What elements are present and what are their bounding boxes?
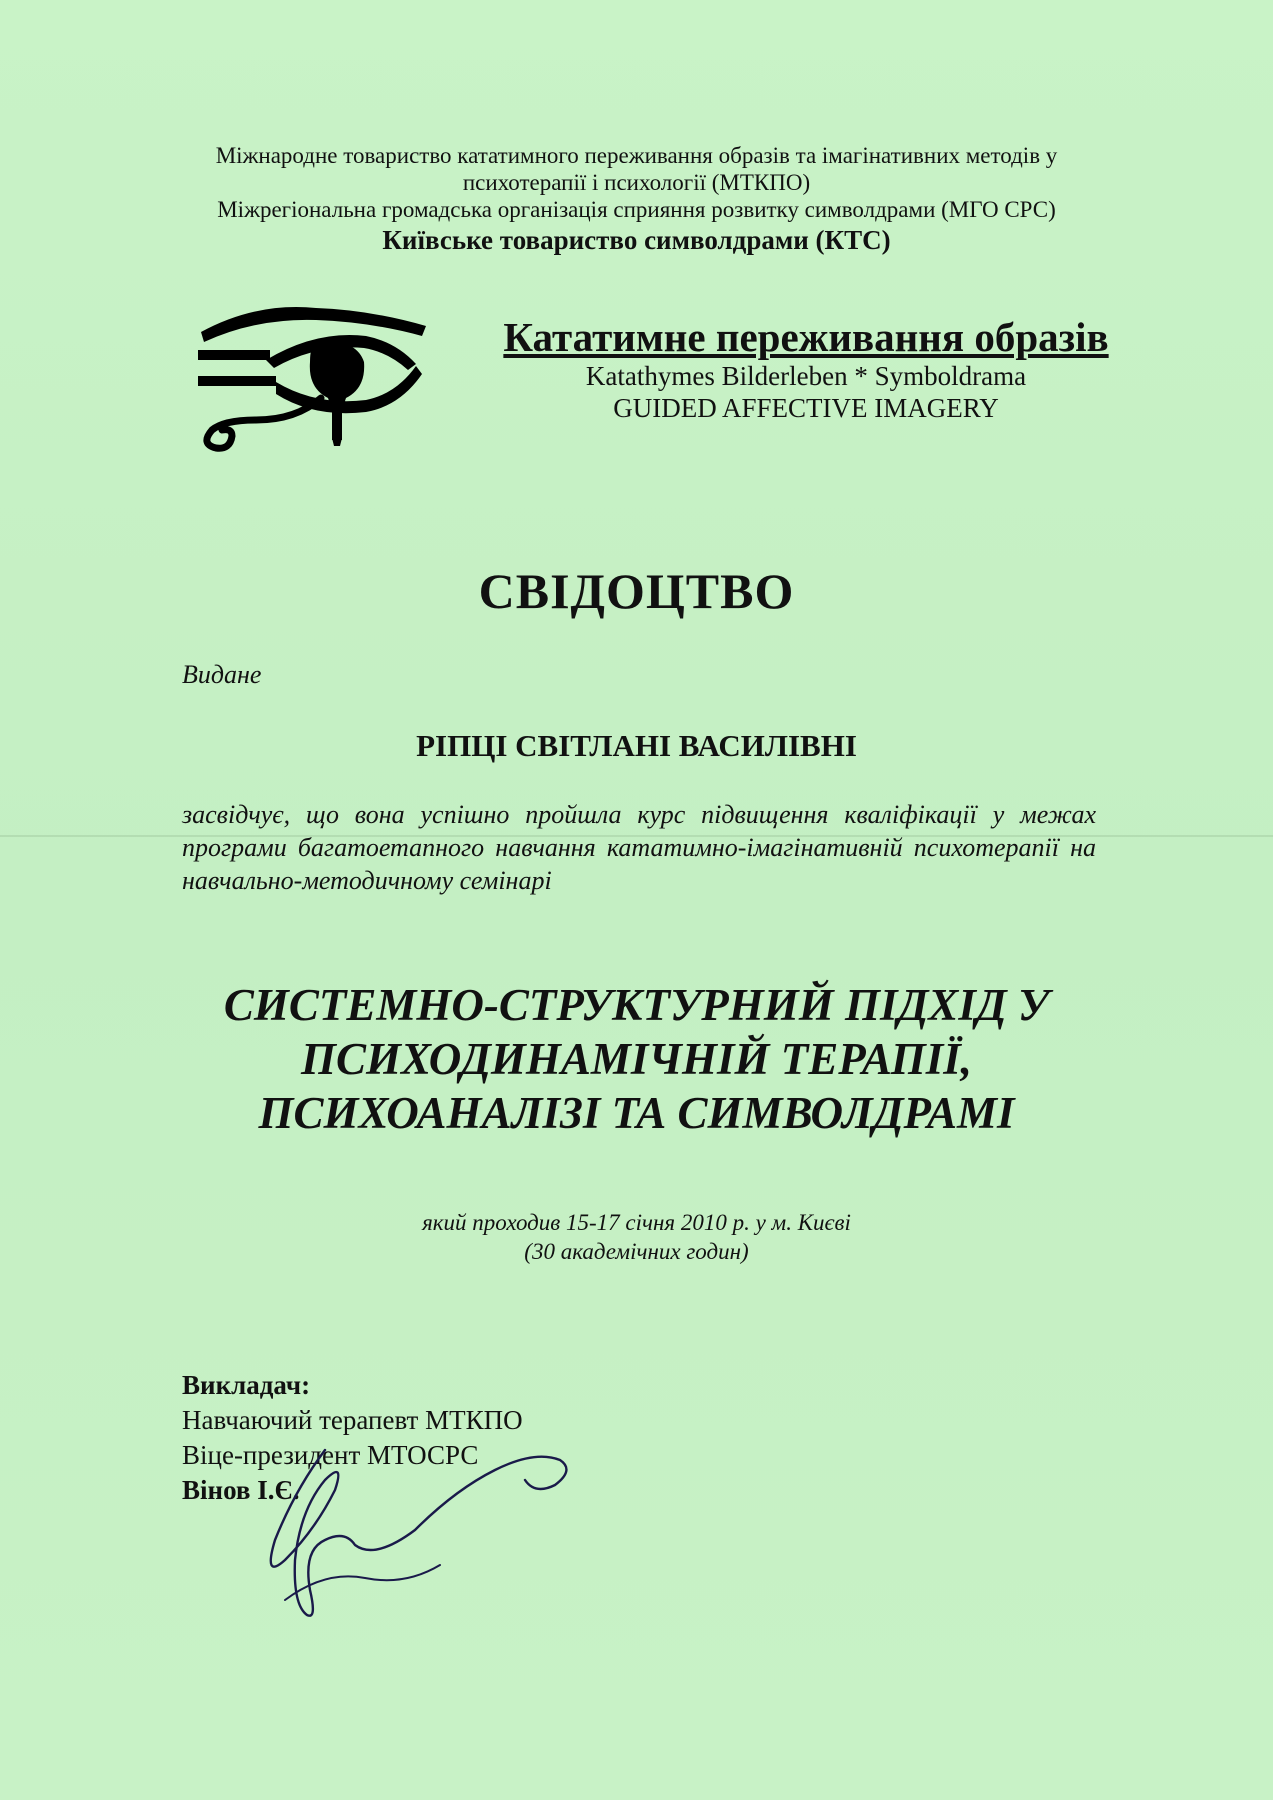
- organization-header: [0, 142, 1273, 257]
- seminar-title-line-3: ПСИХОАНАЛІЗІ ТА СИМВОЛДРАМІ: [258, 1088, 1015, 1138]
- signature-icon: [255, 1430, 585, 1630]
- teacher-role-1: Навчаючий терапевт МТКПО: [182, 1405, 523, 1435]
- issued-label: Видане: [182, 660, 262, 689]
- certificate-title: СВІДОЦТВО: [478, 563, 795, 619]
- logo-title: Кататимне переживання образів: [503, 314, 1109, 360]
- teacher-name: Вінов І.Є.: [182, 1475, 300, 1505]
- eye-of-horus-icon: [196, 302, 436, 452]
- teacher-label: Викладач:: [182, 1370, 311, 1400]
- header-line-4: Київське товариство символдрами (КТС): [382, 225, 891, 255]
- header-line-3: Міжрегіональна громадська організація сприяння розвитку символдрами (МГО СРС): [217, 197, 1056, 222]
- seminar-title-line-2: ПСИХОДИНАМІЧНІЙ ТЕРАПІЇ,: [300, 1034, 973, 1084]
- logo-subtitle-english: GUIDED AFFECTIVE IMAGERY: [613, 393, 999, 423]
- recipient-name: РІПЦІ СВІТЛАНІ ВАСИЛІВНІ: [416, 728, 857, 763]
- logo-block: [196, 302, 1126, 462]
- seminar-title-line-1: СИСТЕМНО-СТРУКТУРНИЙ ПІДХІД У: [223, 980, 1050, 1030]
- seminar-details: [0, 1208, 1273, 1266]
- header-line-2: психотерапії і психології (МТКПО): [462, 170, 811, 195]
- seminar-title: [0, 978, 1273, 1140]
- teacher-role-2: Віце-президент МТОСРС: [182, 1440, 479, 1470]
- header-line-1: Міжнародне товариство кататимного переживання образів та імагінативних методів у: [215, 143, 1058, 168]
- logo-text: [486, 314, 1126, 424]
- confirmation-text: засвідчує, що вона успішно пройшла курс підвищення кваліфікації у межах програми багатоетапного навчання кататимно-імагінативній психотерапії на навчально-методичному семінарі: [182, 800, 1096, 895]
- logo-subtitle-german: Katathymes Bilderleben * Symboldrama: [585, 361, 1027, 391]
- seminar-hours: (30 академічних годин): [524, 1239, 749, 1264]
- seminar-date-place: який проходив 15-17 січня 2010 р. у м. Києві: [422, 1210, 851, 1235]
